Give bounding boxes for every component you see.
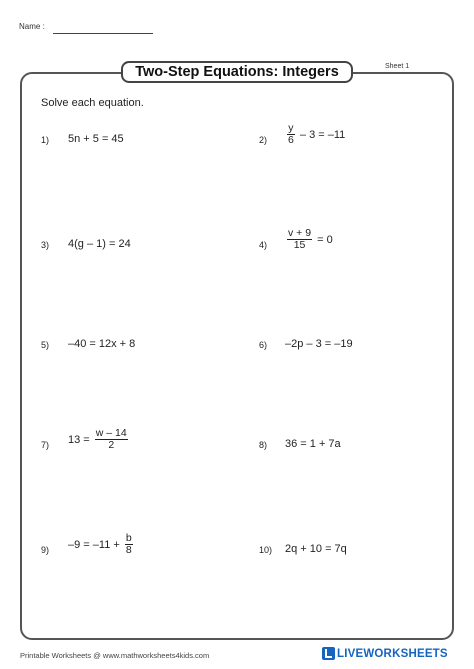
footer-text: Printable Worksheets @ www.mathworksheets4kids.com: [20, 651, 210, 660]
problem-number: 8): [259, 440, 268, 450]
problem-equation: 36 = 1 + 7a: [285, 438, 341, 450]
problem-number: 10): [259, 545, 273, 555]
problem-number: 3): [41, 240, 50, 250]
liveworksheets-logo: [322, 647, 448, 660]
problem-equation: $\frac{v + 9}{15}$ = 0: [288, 227, 333, 251]
fraction: $\frac{w - 14}{2}$: [95, 427, 127, 451]
fraction: $\frac{v + 9}{15}$: [288, 227, 312, 251]
problem-number: 1): [41, 135, 50, 145]
name-line: [53, 33, 153, 34]
problem-equation: –9 = –11 + $\frac{b}{8}$: [68, 532, 132, 556]
problem-number: 2): [259, 135, 268, 145]
problem-equation: $\frac{y}{6}$ – 3 = –11: [288, 122, 346, 146]
problem-equation: 5n + 5 = 45: [68, 133, 124, 145]
problem-equation: –40 = 12x + 8: [68, 338, 136, 350]
problem-number: 5): [41, 340, 50, 350]
problem-equation: 4(g – 1) = 24: [68, 238, 131, 250]
instruction-text: Solve each equation.: [41, 97, 144, 109]
problem-number: 6): [259, 340, 268, 350]
name-label: Name :: [19, 22, 45, 31]
problem-number: 7): [41, 440, 50, 450]
liveworksheets-check-icon: [322, 647, 335, 660]
liveworksheets-logo-text: LIVEWORKSHEETS: [337, 647, 448, 660]
worksheet-title: Two-Step Equations: Integers: [121, 61, 353, 83]
fraction: $\frac{y}{6}$: [288, 122, 294, 146]
problem-equation: 2q + 10 = 7q: [285, 543, 347, 555]
problem-number: 4): [259, 240, 268, 250]
problem-equation: –2p – 3 = –19: [285, 338, 353, 350]
problem-equation: 13 = $\frac{w - 14}{2}$: [68, 427, 127, 451]
fraction: $\frac{b}{8}$: [125, 532, 132, 556]
sheet-label: Sheet 1: [385, 63, 410, 70]
problem-number: 9): [41, 545, 50, 555]
